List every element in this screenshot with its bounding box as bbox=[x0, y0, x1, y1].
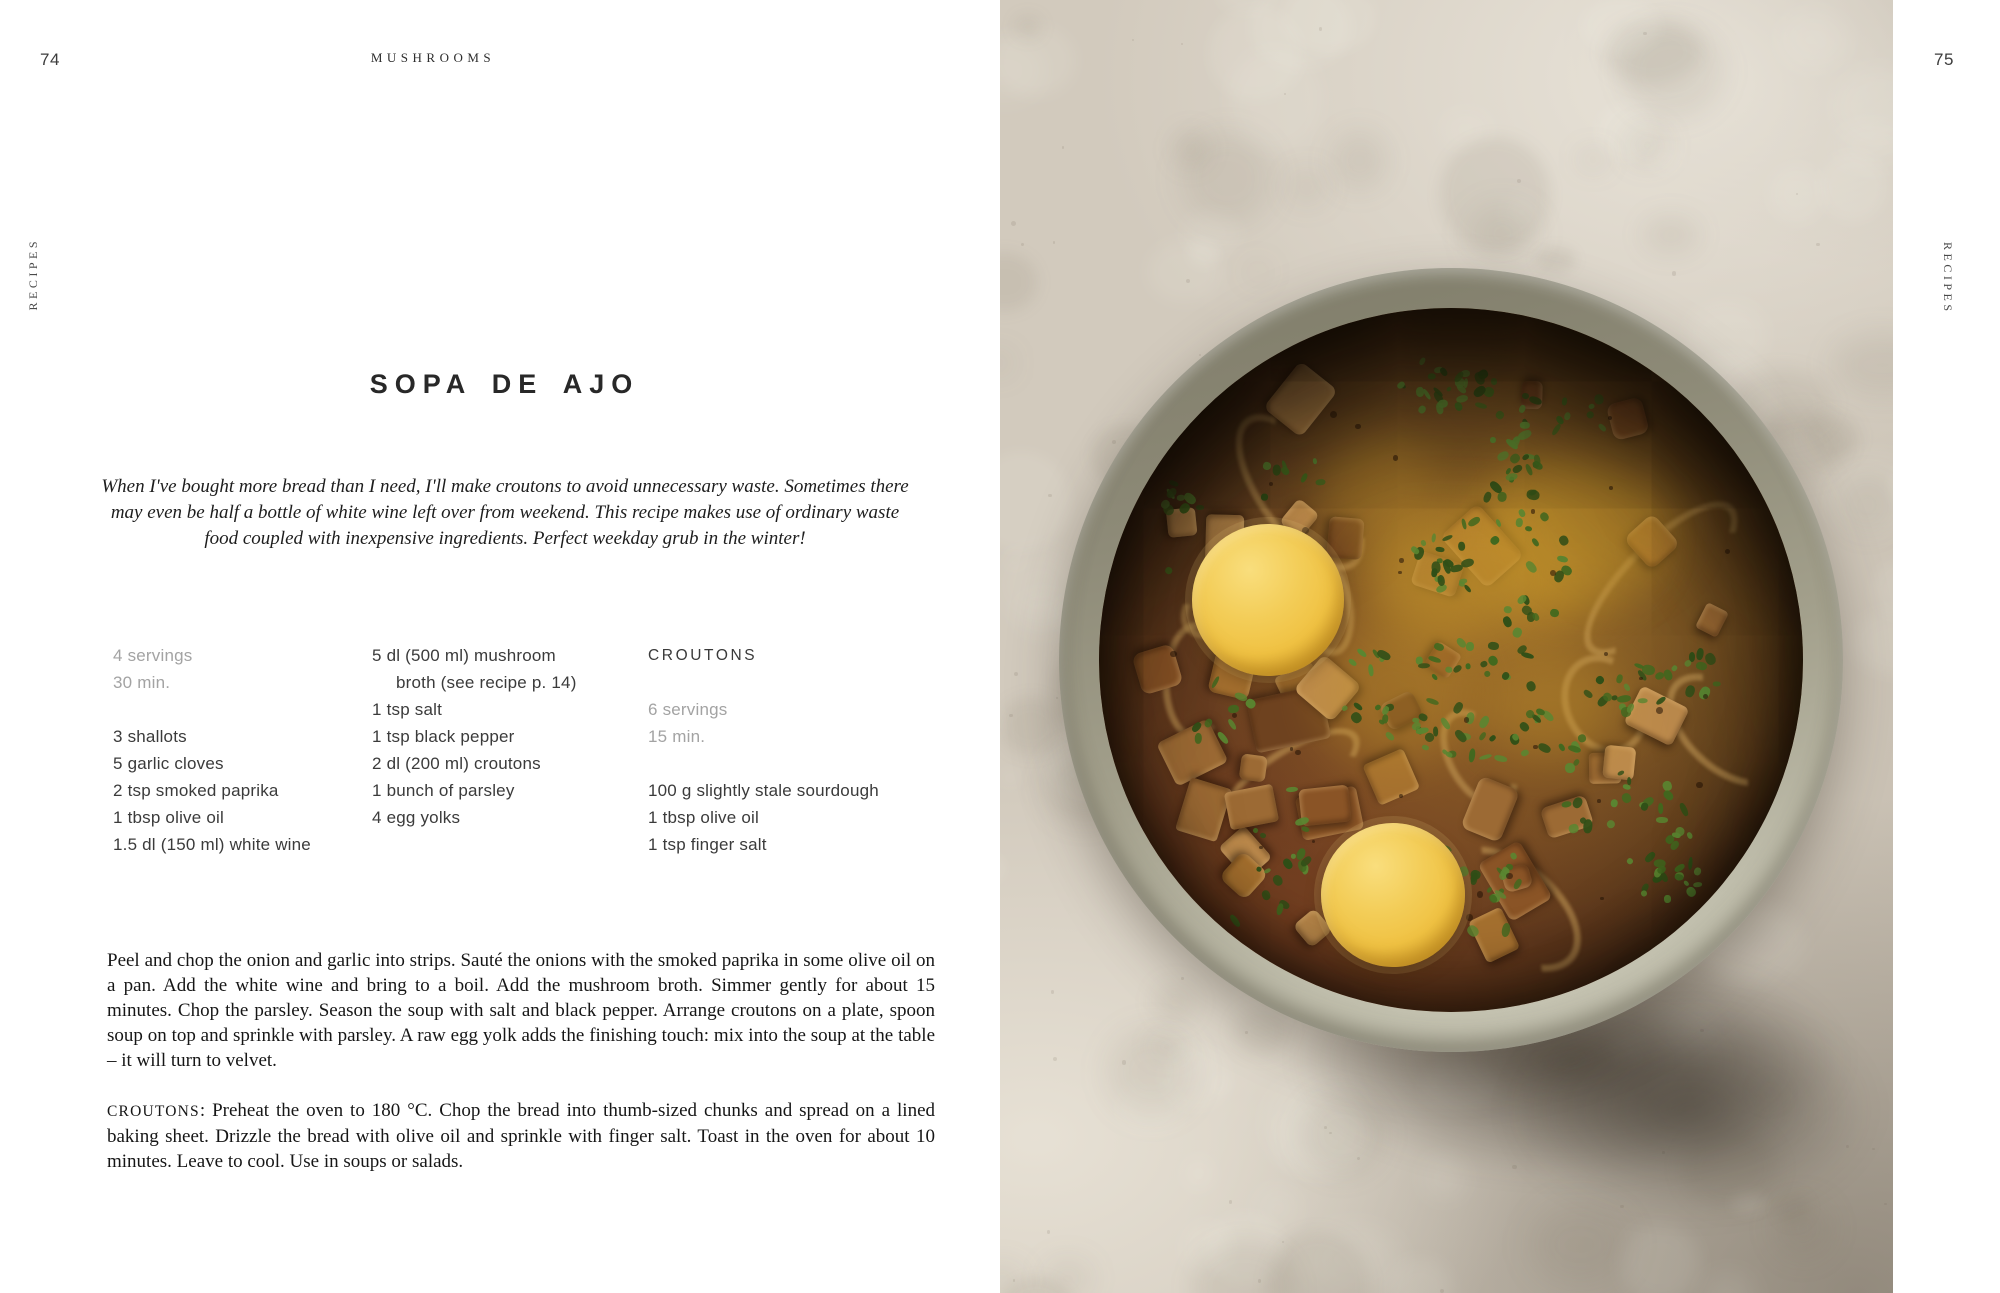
parsley-fleck bbox=[1627, 776, 1631, 784]
croutons-label: CROUTONS bbox=[107, 1103, 200, 1120]
method-paragraph: Peel and chop the onion and garlic into strips. Sauté the onions with the smoked paprika in some olive oil on a pan. Add the white wine and bring to a boil. Add the mushroom broth. Simmer gently for about 15 minutes. Chop the parsley. Season the soup with salt and black pepper. Arrange croutons on a plate, spoon soup on top and sprinkle with parsley. A raw egg yolk adds the finishing touch: mix into the soup at the table – it will turn to velvet. bbox=[107, 950, 935, 1071]
ingredient-line bbox=[648, 750, 958, 777]
parsley-fleck bbox=[1638, 698, 1648, 704]
parsley-fleck bbox=[1474, 402, 1486, 410]
ingredient-line: broth (see recipe p. 14) bbox=[396, 673, 577, 692]
parsley-fleck bbox=[1562, 397, 1568, 405]
parsley-fleck bbox=[1472, 384, 1488, 399]
parsley-fleck bbox=[1291, 854, 1297, 860]
parsley-fleck bbox=[1606, 818, 1618, 830]
parsley-fleck bbox=[1271, 873, 1285, 888]
crouton bbox=[1606, 396, 1650, 441]
parsley-fleck bbox=[1259, 832, 1266, 839]
croutons-paragraph bbox=[107, 1098, 935, 1174]
ingredient-line: 1 tsp black pepper bbox=[372, 727, 515, 746]
broth-gold bbox=[1319, 432, 1440, 546]
parsley-fleck bbox=[1418, 357, 1427, 367]
ingredient-line: 30 min. bbox=[113, 673, 171, 692]
parsley-fleck bbox=[1486, 654, 1499, 667]
ingredient-line bbox=[113, 696, 368, 723]
parsley-fleck bbox=[1464, 378, 1469, 389]
ingredient-line: 2 tsp smoked paprika bbox=[113, 781, 279, 800]
parsley-fleck bbox=[1611, 799, 1619, 808]
parsley-fleck bbox=[1598, 423, 1607, 432]
parsley-fleck bbox=[1488, 641, 1500, 650]
parsley-fleck bbox=[1480, 660, 1488, 668]
parsley-fleck bbox=[1446, 386, 1453, 393]
soup-bowl bbox=[1059, 268, 1843, 1052]
chapter-header: MUSHROOMS bbox=[370, 50, 496, 65]
soup-photo bbox=[1000, 0, 1893, 1293]
parsley-fleck bbox=[1516, 517, 1524, 526]
parsley-fleck bbox=[1491, 378, 1498, 385]
ingredients-column-3 bbox=[648, 642, 958, 858]
parsley-fleck bbox=[1263, 868, 1271, 875]
ingredient-line: 3 shallots bbox=[113, 727, 187, 746]
page-number-right: 75 bbox=[1934, 50, 1954, 69]
parsley-fleck bbox=[1682, 879, 1689, 887]
parsley-fleck bbox=[1656, 817, 1668, 823]
parsley-fleck bbox=[1696, 647, 1704, 660]
side-label-left: RECIPES bbox=[26, 238, 40, 311]
parsley-fleck bbox=[1664, 895, 1671, 903]
parsley-fleck bbox=[1626, 857, 1634, 865]
parsley-fleck bbox=[1588, 403, 1596, 410]
parsley-fleck bbox=[1585, 409, 1595, 419]
parsley-fleck bbox=[1445, 666, 1453, 672]
ingredient-line: 1.5 dl (150 ml) white wine bbox=[113, 835, 311, 854]
parsley-fleck bbox=[1519, 422, 1529, 429]
crouton bbox=[1175, 777, 1232, 842]
parsley-fleck bbox=[1490, 437, 1496, 443]
parsley-fleck bbox=[1693, 866, 1703, 876]
ingredients-column-2 bbox=[372, 642, 652, 831]
parsley-fleck bbox=[1466, 642, 1474, 651]
ingredient-line: 4 servings bbox=[113, 646, 193, 665]
parsley-fleck bbox=[1658, 803, 1663, 814]
parsley-fleck bbox=[1673, 862, 1685, 873]
method-section bbox=[107, 948, 935, 1174]
parsley-fleck bbox=[1671, 665, 1678, 672]
ingredient-line: 1 bunch of parsley bbox=[372, 781, 515, 800]
parsley-fleck bbox=[1260, 889, 1271, 901]
parsley-fleck bbox=[1465, 663, 1470, 669]
parsley-fleck bbox=[1226, 718, 1237, 731]
ingredient-line: 5 garlic cloves bbox=[113, 754, 224, 773]
ingredient-line bbox=[648, 669, 958, 696]
ingredient-line: 4 egg yolks bbox=[372, 808, 461, 827]
parsley-fleck bbox=[1427, 373, 1435, 380]
parsley-fleck bbox=[1503, 605, 1512, 613]
parsley-fleck bbox=[1275, 902, 1284, 915]
parsley-fleck bbox=[1312, 458, 1317, 464]
parsley-fleck bbox=[1281, 858, 1294, 872]
parsley-fleck bbox=[1509, 439, 1516, 446]
parsley-fleck bbox=[1620, 791, 1633, 804]
parsley-fleck bbox=[1228, 704, 1240, 713]
parsley-fleck bbox=[1168, 479, 1179, 487]
parsley-fleck bbox=[1594, 394, 1604, 405]
parsley-fleck bbox=[1521, 392, 1529, 399]
ingredient-line: 1 tsp salt bbox=[372, 700, 443, 719]
parsley-fleck bbox=[1415, 387, 1423, 397]
croutons-method: : Preheat the oven to 180 °C. Chop the bread into thumb-sized chunks and spread on a lined baking sheet. Drizzle the bread with olive oil and sprinkle with finger salt. Toast in the oven for about 10 minutes. Leave to cool. Use in soups or salads. bbox=[107, 1100, 935, 1172]
parsley-fleck bbox=[1518, 404, 1526, 414]
crouton bbox=[1695, 602, 1729, 638]
parsley-fleck bbox=[1196, 505, 1204, 510]
parsley-fleck bbox=[1439, 366, 1449, 377]
parsley-fleck bbox=[1686, 831, 1694, 840]
parsley-fleck bbox=[1164, 565, 1174, 575]
page-number-left: 74 bbox=[40, 50, 60, 69]
soup-surface bbox=[1099, 308, 1803, 1012]
ingredient-line: 5 dl (500 ml) mushroom bbox=[372, 646, 556, 665]
broth-gold bbox=[1319, 619, 1476, 763]
parsley-fleck bbox=[1567, 823, 1579, 835]
ingredient-line: 1 tbsp olive oil bbox=[113, 808, 224, 827]
parsley-fleck bbox=[1495, 450, 1509, 463]
egg-yolk-2 bbox=[1321, 823, 1465, 967]
ingredient-line: 6 servings bbox=[648, 700, 728, 719]
ingredient-line: 15 min. bbox=[648, 727, 706, 746]
parsley-fleck bbox=[1438, 399, 1449, 409]
recipe-title: SOPA DE AJO bbox=[369, 369, 640, 399]
ingredients-column-1 bbox=[113, 642, 368, 858]
parsley-fleck bbox=[1229, 914, 1242, 929]
side-label-right: RECIPES bbox=[1941, 242, 1955, 315]
ingredient-line: 1 tsp finger salt bbox=[648, 835, 767, 854]
parsley-fleck bbox=[1417, 404, 1427, 415]
parsley-fleck bbox=[1550, 423, 1562, 437]
ingredient-line: 100 g slightly stale sourdough bbox=[648, 781, 879, 800]
crouton bbox=[1239, 753, 1268, 783]
parsley-fleck bbox=[1713, 681, 1721, 686]
parsley-fleck bbox=[1687, 856, 1693, 870]
parsley-fleck bbox=[1573, 758, 1581, 767]
egg-yolk-1 bbox=[1192, 524, 1344, 676]
parsley-fleck bbox=[1453, 401, 1463, 412]
ingredient-line: 1 tbsp olive oil bbox=[648, 808, 759, 827]
parsley-fleck bbox=[1678, 803, 1689, 818]
ingredient-line: 2 dl (200 ml) croutons bbox=[372, 754, 541, 773]
recipe-intro: When I've bought more bread than I need, I'll make croutons to avoid unnecessary waste. Sometimes there may even be half a bottle of white wine left over from weekend. This recipe makes use of ordinary waste food coupled with inexpensive ingredients. Perfect weekday grub in the winter! bbox=[101, 476, 909, 549]
ingredient-line: CROUTONS bbox=[648, 647, 758, 664]
parsley-fleck bbox=[1495, 410, 1506, 421]
